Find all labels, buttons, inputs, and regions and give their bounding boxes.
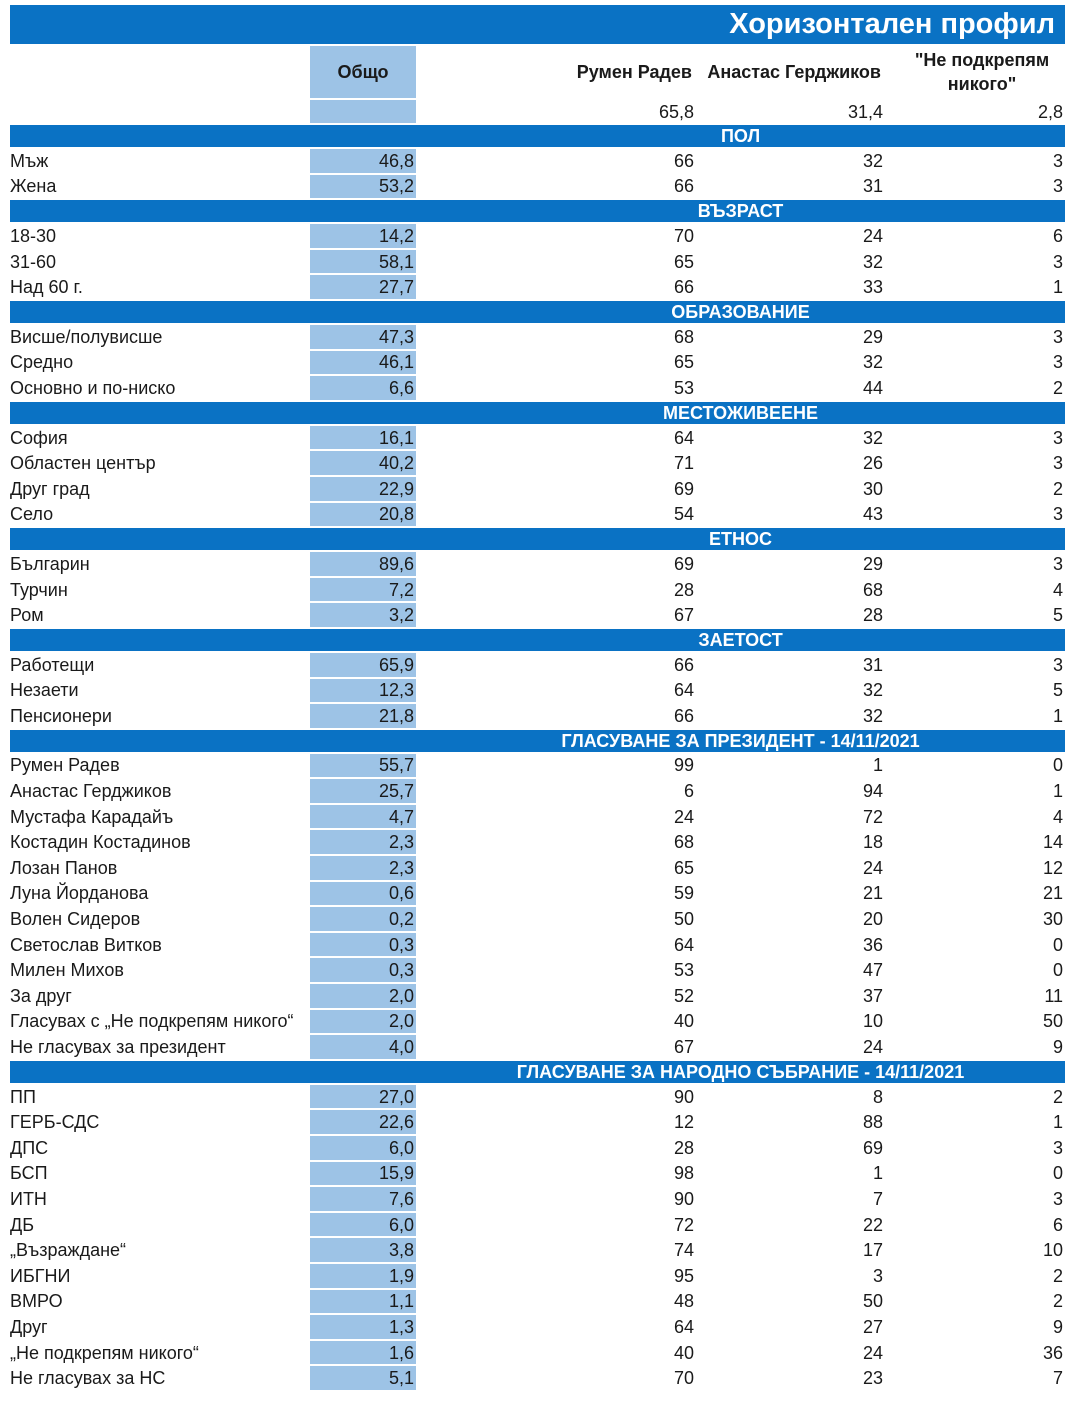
row-label: Волен Сидеров — [10, 907, 310, 933]
row-total: 1,6 — [310, 1341, 416, 1367]
row-value-none: 3 — [885, 250, 1065, 276]
row-value-gerdzhikov: 21 — [696, 882, 885, 908]
page-title: Хоризонтален профил — [416, 5, 1065, 46]
row-value-radev: 65 — [416, 856, 696, 882]
row-label: Мустафа Карадайъ — [10, 805, 310, 831]
row-value-radev: 40 — [416, 1341, 696, 1367]
section-title: ГЛАСУВАНЕ ЗА ПРЕЗИДЕНТ - 14/11/2021 — [416, 730, 1065, 754]
row-value-none: 21 — [885, 882, 1065, 908]
row-label: Друг — [10, 1315, 310, 1341]
table-row — [10, 1315, 1065, 1341]
row-value-none: 5 — [885, 603, 1065, 629]
row-total: 7,2 — [310, 578, 416, 604]
row-value-gerdzhikov: 33 — [696, 275, 885, 301]
row-value-gerdzhikov: 43 — [696, 503, 885, 529]
row-label: ПП — [10, 1085, 310, 1111]
row-label: За друг — [10, 984, 310, 1010]
row-total: 1,1 — [310, 1290, 416, 1316]
row-label: ИТН — [10, 1187, 310, 1213]
row-value-radev: 28 — [416, 1136, 696, 1162]
table-row — [10, 477, 1065, 503]
table-row — [10, 1366, 1065, 1392]
table-row — [10, 578, 1065, 604]
row-value-none: 2 — [885, 1264, 1065, 1290]
table-row — [10, 1010, 1065, 1036]
row-total: 6,0 — [310, 1213, 416, 1239]
table-row — [10, 426, 1065, 452]
table-row — [10, 250, 1065, 276]
table-row — [10, 958, 1065, 984]
row-label: „Не подкрепям никого“ — [10, 1341, 310, 1367]
row-value-radev: 66 — [416, 704, 696, 730]
table-row — [10, 325, 1065, 351]
row-total: 0,2 — [310, 907, 416, 933]
row-value-none: 3 — [885, 149, 1065, 175]
row-total: 27,0 — [310, 1085, 416, 1111]
section-header-spacer — [10, 301, 416, 325]
table-row — [10, 1136, 1065, 1162]
row-value-radev: 95 — [416, 1264, 696, 1290]
section-header-row — [10, 200, 1065, 224]
row-label: Милен Михов — [10, 958, 310, 984]
row-value-none: 3 — [885, 1136, 1065, 1162]
row-label: Не гласувах за НС — [10, 1366, 310, 1392]
row-value-gerdzhikov: 28 — [696, 603, 885, 629]
row-label: Гласувах с „Не подкрепям никого“ — [10, 1010, 310, 1036]
table-row — [10, 351, 1065, 377]
section-title: ОБРАЗОВАНИЕ — [416, 301, 1065, 325]
row-label: БСП — [10, 1162, 310, 1188]
column-header-gerdzhikov: Анастас Герджиков — [696, 46, 885, 100]
totals-total-cell — [310, 100, 416, 125]
row-label: Ром — [10, 603, 310, 629]
row-total: 22,6 — [310, 1110, 416, 1136]
table-row — [10, 653, 1065, 679]
totals-gerdzhikov: 31,4 — [696, 100, 885, 125]
row-value-none: 9 — [885, 1315, 1065, 1341]
table-row — [10, 704, 1065, 730]
section-title: ГЛАСУВАНЕ ЗА НАРОДНО СЪБРАНИЕ - 14/11/2021 — [416, 1061, 1065, 1085]
table-row — [10, 907, 1065, 933]
row-value-none: 3 — [885, 653, 1065, 679]
section-title: ВЪЗРАСТ — [416, 200, 1065, 224]
row-value-radev: 66 — [416, 149, 696, 175]
section-header-row — [10, 301, 1065, 325]
row-value-gerdzhikov: 22 — [696, 1213, 885, 1239]
column-header-none: "Не подкрепям никого" — [885, 46, 1065, 100]
section-header-spacer — [10, 730, 416, 754]
table-row — [10, 856, 1065, 882]
row-value-radev: 52 — [416, 984, 696, 1010]
row-value-none: 3 — [885, 451, 1065, 477]
row-value-radev: 70 — [416, 1366, 696, 1392]
totals-label — [10, 100, 310, 125]
profile-table — [10, 5, 1065, 1392]
table-row — [10, 830, 1065, 856]
row-label: ДБ — [10, 1213, 310, 1239]
table-row — [10, 779, 1065, 805]
row-value-radev: 65 — [416, 351, 696, 377]
row-value-gerdzhikov: 47 — [696, 958, 885, 984]
row-total: 4,7 — [310, 805, 416, 831]
section-title: ПОЛ — [416, 125, 1065, 149]
row-label: Анастас Герджиков — [10, 779, 310, 805]
row-value-none: 0 — [885, 1162, 1065, 1188]
row-value-gerdzhikov: 32 — [696, 351, 885, 377]
section-header-spacer — [10, 125, 416, 149]
row-value-none: 9 — [885, 1035, 1065, 1061]
row-value-radev: 68 — [416, 325, 696, 351]
row-value-none: 30 — [885, 907, 1065, 933]
row-value-radev: 69 — [416, 477, 696, 503]
row-label: Луна Йорданова — [10, 882, 310, 908]
totals-row — [10, 100, 1065, 125]
row-label: Костадин Костадинов — [10, 830, 310, 856]
section-header-row — [10, 125, 1065, 149]
row-total: 40,2 — [310, 451, 416, 477]
table-row — [10, 882, 1065, 908]
row-value-gerdzhikov: 1 — [696, 1162, 885, 1188]
row-label: ДПС — [10, 1136, 310, 1162]
row-value-gerdzhikov: 32 — [696, 704, 885, 730]
section-header-spacer — [10, 200, 416, 224]
row-value-radev: 71 — [416, 451, 696, 477]
row-value-radev: 28 — [416, 578, 696, 604]
table-row — [10, 1213, 1065, 1239]
row-value-none: 3 — [885, 552, 1065, 578]
row-total: 7,6 — [310, 1187, 416, 1213]
row-label: Светослав Витков — [10, 933, 310, 959]
row-label: „Възраждане“ — [10, 1238, 310, 1264]
row-value-gerdzhikov: 24 — [696, 1035, 885, 1061]
row-total: 89,6 — [310, 552, 416, 578]
row-value-gerdzhikov: 72 — [696, 805, 885, 831]
row-value-radev: 12 — [416, 1110, 696, 1136]
row-total: 16,1 — [310, 426, 416, 452]
table-row — [10, 1238, 1065, 1264]
row-value-radev: 53 — [416, 958, 696, 984]
row-total: 2,3 — [310, 856, 416, 882]
row-total: 25,7 — [310, 779, 416, 805]
section-title: МЕСТОЖИВЕЕНЕ — [416, 402, 1065, 426]
column-header-row — [10, 46, 1065, 100]
row-label: Областен център — [10, 451, 310, 477]
row-value-gerdzhikov: 32 — [696, 250, 885, 276]
section-header-row — [10, 629, 1065, 653]
row-value-gerdzhikov: 50 — [696, 1290, 885, 1316]
row-label: Село — [10, 503, 310, 529]
row-label: Румен Радев — [10, 754, 310, 780]
section-header-row — [10, 528, 1065, 552]
row-value-radev: 64 — [416, 679, 696, 705]
table-row — [10, 1085, 1065, 1111]
row-value-gerdzhikov: 20 — [696, 907, 885, 933]
row-value-gerdzhikov: 23 — [696, 1366, 885, 1392]
row-total: 15,9 — [310, 1162, 416, 1188]
table-row — [10, 1187, 1065, 1213]
row-value-gerdzhikov: 29 — [696, 552, 885, 578]
row-value-gerdzhikov: 32 — [696, 426, 885, 452]
row-total: 2,3 — [310, 830, 416, 856]
section-title: ЕТНОС — [416, 528, 1065, 552]
row-value-none: 2 — [885, 477, 1065, 503]
row-value-radev: 54 — [416, 503, 696, 529]
table-row — [10, 275, 1065, 301]
row-value-none: 11 — [885, 984, 1065, 1010]
row-value-radev: 50 — [416, 907, 696, 933]
row-total: 46,8 — [310, 149, 416, 175]
row-value-none: 4 — [885, 805, 1065, 831]
row-value-gerdzhikov: 30 — [696, 477, 885, 503]
row-value-gerdzhikov: 10 — [696, 1010, 885, 1036]
row-value-radev: 74 — [416, 1238, 696, 1264]
row-value-none: 50 — [885, 1010, 1065, 1036]
row-value-gerdzhikov: 32 — [696, 679, 885, 705]
table-row — [10, 1110, 1065, 1136]
table-row — [10, 1290, 1065, 1316]
totals-radev: 65,8 — [416, 100, 696, 125]
row-value-radev: 59 — [416, 882, 696, 908]
row-value-none: 3 — [885, 351, 1065, 377]
row-value-none: 4 — [885, 578, 1065, 604]
section-header-row — [10, 1061, 1065, 1085]
row-label: ГЕРБ-СДС — [10, 1110, 310, 1136]
row-value-none: 6 — [885, 224, 1065, 250]
row-label: Основно и по-ниско — [10, 376, 310, 402]
section-header-row — [10, 730, 1065, 754]
column-header-radev: Румен Радев — [416, 46, 696, 100]
row-total: 2,0 — [310, 1010, 416, 1036]
row-label: Незаети — [10, 679, 310, 705]
row-value-radev: 64 — [416, 426, 696, 452]
table-row — [10, 1341, 1065, 1367]
table-row — [10, 224, 1065, 250]
section-header-spacer — [10, 629, 416, 653]
row-value-radev: 66 — [416, 275, 696, 301]
row-label: Лозан Панов — [10, 856, 310, 882]
row-value-none: 3 — [885, 325, 1065, 351]
table-row — [10, 503, 1065, 529]
row-value-radev: 67 — [416, 1035, 696, 1061]
row-total: 47,3 — [310, 325, 416, 351]
row-value-gerdzhikov: 94 — [696, 779, 885, 805]
profile-table-body — [10, 5, 1065, 1392]
row-value-none: 3 — [885, 1187, 1065, 1213]
row-total: 14,2 — [310, 224, 416, 250]
table-row — [10, 984, 1065, 1010]
table-row — [10, 1162, 1065, 1188]
row-value-none: 2 — [885, 1290, 1065, 1316]
row-value-gerdzhikov: 24 — [696, 224, 885, 250]
table-row — [10, 1264, 1065, 1290]
table-row — [10, 376, 1065, 402]
row-value-gerdzhikov: 26 — [696, 451, 885, 477]
row-value-radev: 98 — [416, 1162, 696, 1188]
row-total: 58,1 — [310, 250, 416, 276]
table-row — [10, 805, 1065, 831]
row-total: 46,1 — [310, 351, 416, 377]
table-row — [10, 603, 1065, 629]
row-value-radev: 53 — [416, 376, 696, 402]
row-total: 3,2 — [310, 603, 416, 629]
table-row — [10, 679, 1065, 705]
row-value-gerdzhikov: 31 — [696, 175, 885, 201]
row-value-none: 10 — [885, 1238, 1065, 1264]
row-total: 27,7 — [310, 275, 416, 301]
table-row — [10, 754, 1065, 780]
row-label: Жена — [10, 175, 310, 201]
column-header-total: Общо — [310, 46, 416, 100]
row-value-none: 6 — [885, 1213, 1065, 1239]
row-value-none: 0 — [885, 958, 1065, 984]
row-label: Турчин — [10, 578, 310, 604]
row-value-none: 0 — [885, 754, 1065, 780]
section-header-spacer — [10, 528, 416, 552]
row-value-gerdzhikov: 44 — [696, 376, 885, 402]
row-total: 1,9 — [310, 1264, 416, 1290]
row-value-gerdzhikov: 18 — [696, 830, 885, 856]
row-label: Пенсионери — [10, 704, 310, 730]
row-total: 4,0 — [310, 1035, 416, 1061]
row-label: Не гласувах за президент — [10, 1035, 310, 1061]
row-value-gerdzhikov: 69 — [696, 1136, 885, 1162]
row-total: 21,8 — [310, 704, 416, 730]
row-value-gerdzhikov: 17 — [696, 1238, 885, 1264]
row-value-none: 2 — [885, 1085, 1065, 1111]
row-value-radev: 64 — [416, 933, 696, 959]
row-value-none: 1 — [885, 1110, 1065, 1136]
table-row — [10, 933, 1065, 959]
row-value-gerdzhikov: 29 — [696, 325, 885, 351]
row-value-gerdzhikov: 27 — [696, 1315, 885, 1341]
row-total: 5,1 — [310, 1366, 416, 1392]
row-value-none: 14 — [885, 830, 1065, 856]
row-label: Друг град — [10, 477, 310, 503]
row-label: Мъж — [10, 149, 310, 175]
row-value-radev: 66 — [416, 175, 696, 201]
row-total: 0,3 — [310, 958, 416, 984]
row-value-radev: 90 — [416, 1187, 696, 1213]
row-value-gerdzhikov: 37 — [696, 984, 885, 1010]
row-label: ИБГНИ — [10, 1264, 310, 1290]
row-label: 18-30 — [10, 224, 310, 250]
row-value-none: 1 — [885, 779, 1065, 805]
row-value-none: 1 — [885, 704, 1065, 730]
row-value-gerdzhikov: 68 — [696, 578, 885, 604]
row-value-gerdzhikov: 31 — [696, 653, 885, 679]
row-value-gerdzhikov: 32 — [696, 149, 885, 175]
row-value-radev: 24 — [416, 805, 696, 831]
section-header-spacer — [10, 402, 416, 426]
row-value-gerdzhikov: 7 — [696, 1187, 885, 1213]
table-row — [10, 1035, 1065, 1061]
row-total: 6,0 — [310, 1136, 416, 1162]
row-total: 53,2 — [310, 175, 416, 201]
row-label: Над 60 г. — [10, 275, 310, 301]
row-value-radev: 64 — [416, 1315, 696, 1341]
row-value-radev: 72 — [416, 1213, 696, 1239]
row-total: 20,8 — [310, 503, 416, 529]
section-header-spacer — [10, 1061, 416, 1085]
table-row — [10, 451, 1065, 477]
row-total: 12,3 — [310, 679, 416, 705]
row-value-gerdzhikov: 24 — [696, 1341, 885, 1367]
totals-none: 2,8 — [885, 100, 1065, 125]
row-value-radev: 68 — [416, 830, 696, 856]
row-total: 2,0 — [310, 984, 416, 1010]
row-total: 0,6 — [310, 882, 416, 908]
row-label: Българин — [10, 552, 310, 578]
title-spacer — [310, 5, 416, 46]
row-total: 3,8 — [310, 1238, 416, 1264]
row-total: 65,9 — [310, 653, 416, 679]
row-value-radev: 6 — [416, 779, 696, 805]
row-value-none: 3 — [885, 503, 1065, 529]
row-value-gerdzhikov: 3 — [696, 1264, 885, 1290]
row-label: Средно — [10, 351, 310, 377]
row-value-gerdzhikov: 88 — [696, 1110, 885, 1136]
header-label-spacer — [10, 46, 310, 100]
row-label: Висше/полувисше — [10, 325, 310, 351]
table-row — [10, 552, 1065, 578]
section-header-row — [10, 402, 1065, 426]
row-value-gerdzhikov: 1 — [696, 754, 885, 780]
title-row — [10, 5, 1065, 46]
row-value-none: 7 — [885, 1366, 1065, 1392]
row-label: 31-60 — [10, 250, 310, 276]
row-value-none: 1 — [885, 275, 1065, 301]
title-spacer — [10, 5, 310, 46]
row-value-none: 5 — [885, 679, 1065, 705]
row-value-gerdzhikov: 24 — [696, 856, 885, 882]
row-value-radev: 40 — [416, 1010, 696, 1036]
table-row — [10, 175, 1065, 201]
row-value-radev: 65 — [416, 250, 696, 276]
row-value-none: 3 — [885, 426, 1065, 452]
row-value-none: 36 — [885, 1341, 1065, 1367]
row-value-gerdzhikov: 8 — [696, 1085, 885, 1111]
row-value-radev: 69 — [416, 552, 696, 578]
row-value-none: 12 — [885, 856, 1065, 882]
row-value-none: 3 — [885, 175, 1065, 201]
row-value-radev: 99 — [416, 754, 696, 780]
row-label: ВМРО — [10, 1290, 310, 1316]
row-value-radev: 90 — [416, 1085, 696, 1111]
row-value-radev: 66 — [416, 653, 696, 679]
row-value-gerdzhikov: 36 — [696, 933, 885, 959]
row-value-none: 0 — [885, 933, 1065, 959]
row-label: София — [10, 426, 310, 452]
row-total: 55,7 — [310, 754, 416, 780]
row-value-radev: 67 — [416, 603, 696, 629]
row-value-radev: 70 — [416, 224, 696, 250]
table-row — [10, 149, 1065, 175]
row-label: Работещи — [10, 653, 310, 679]
row-total: 22,9 — [310, 477, 416, 503]
row-total: 0,3 — [310, 933, 416, 959]
row-total: 1,3 — [310, 1315, 416, 1341]
row-value-radev: 48 — [416, 1290, 696, 1316]
row-value-none: 2 — [885, 376, 1065, 402]
row-total: 6,6 — [310, 376, 416, 402]
section-title: ЗАЕТОСТ — [416, 629, 1065, 653]
